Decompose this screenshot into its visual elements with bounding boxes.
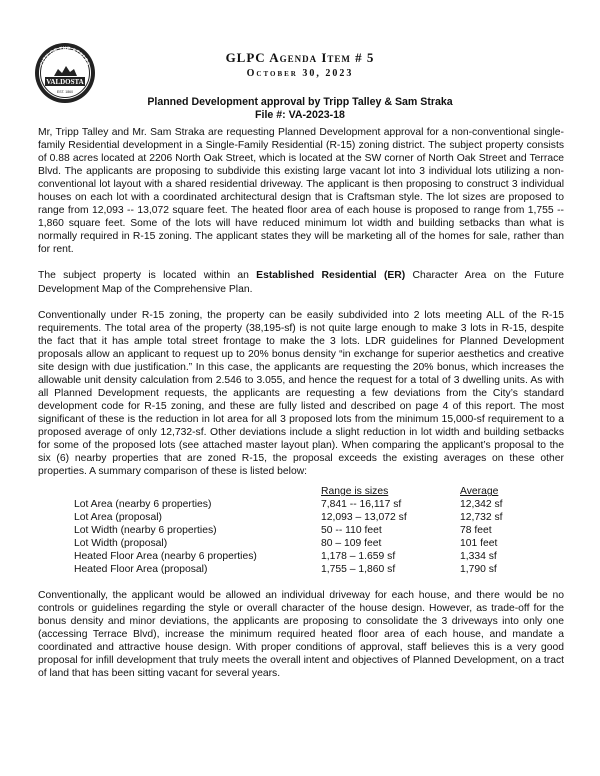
title-line: Planned Development approval by Tripp Talley & Sam Straka (147, 96, 453, 108)
table-row (74, 498, 540, 511)
paragraph-conclusion: Conventionally, the applicant would be allowed an individual driveway for each house, and there would be no controls or guidelines regarding the style or overall character of the house design. However, as trade-off for the bonus density and minor deviations, the applicants are proposing to consolidate the 3 driveways into only one (accessing Terrace Blvd), increase the minimum required heated floor area of each house, and mandate a coordinated and attractive house design. With proper conditions of approval, staff believes this is a very good proposal for infill development that truly meets the overall intent and objectives of Planned Development, on a tract of land that has been sitting vacant for several years. (38, 589, 564, 679)
summary-comparison-table (74, 485, 540, 576)
table-cell: 12,732 sf (460, 512, 503, 524)
table-cell: 7,841 -- 16,117 sf (321, 499, 402, 511)
column-header: Average (460, 486, 499, 498)
bold-term: Established Residential (ER) (256, 270, 406, 282)
paragraph-request: Mr, Tripp Talley and Mr. Sam Straka are requesting Planned Development approval for a non-conventional single-family Residential development in a Single-Family Residential (R-15) zoning district. The subject property consists of 0.88 acres located at 2206 North Oak Street, which is located at the SW corner of North Oak Street and Terrace Blvd. The applicants are proposing to subdivide this existing large vacant lot into 3 individual lots utilizing a non-conventional lot layout with a shared residential driveway. The applicant is then proposing to construct 3 individual houses on each lot with a coordinated architectural design that is Craftsman style. The lot sizes are proposed to range from 12,093 -- 13,072 square feet. The heated floor area of each house is proposed to range from 1,755 -- 1,860 square feet. Some of the lots will have reduced minimum lot width and building setbacks than what is normally required in R-15 zoning. The applicant states they will be marketing all of the homes for sale, rather than for rent. (38, 127, 564, 256)
table-cell: Heated Floor Area (nearby 6 properties) (74, 551, 257, 563)
document-body (38, 126, 564, 693)
table-cell: 1,755 – 1,860 sf (321, 564, 396, 576)
table-cell: 12,342 sf (460, 499, 503, 511)
seal-ring-text: CITY OF THE AZALEA (39, 45, 91, 67)
paragraph-density: Conventionally under R-15 zoning, the property can be easily subdivided into 2 lots meeting ALL of the R-15 requirements. The total area of the property (38,195-sf) is not quite large enough to make 3 lots in R-15, despite the fact that it has ample total street frontage to make the 3 lots. LDR guidelines for Planned Development proposals allow an applicant to request up to 20% bonus density “in exchange for superior aesthetics and creative site design with due justification.” In this case, the applicants are requesting the 20% bonus, which increases the allowable unit density calculation from 2.546 to 3.055, and hence the request for a total of 3 dwelling units. As with all Planned Development requests, the applicants are requesting a few deviations from the City’s standard development code for R-15 zoning, and these are fully listed and described on page 4 of this report. The most significant of these is the reduction in lot area for all 3 proposed lots from the minimum 15,000-sf requirement to a proposed average of only 12,732-sf. Other deviations include a slight reduction in lot width and building setbacks for some of the proposed lots (see attached master layout plan). When comparing the applicant’s proposal to the six (6) nearby properties that are zoned R-15, the proposal exceeds the existing averages on these other properties. A summary comparison of these is listed below: (38, 309, 564, 478)
table-row (74, 563, 540, 576)
table-cell: 80 – 109 feet (321, 538, 382, 550)
table-cell: Lot Width (proposal) (74, 538, 168, 550)
table-row (74, 524, 540, 537)
text-span: The subject property is located within an (38, 270, 257, 282)
table-cell: 12,093 – 13,072 sf (321, 512, 407, 524)
file-number: File #: VA-2023-18 (255, 109, 345, 121)
table-cell: 50 -- 110 feet (321, 525, 382, 537)
agenda-date: October 30, 2023 (246, 68, 354, 79)
column-header (74, 485, 321, 498)
document-title (0, 96, 600, 122)
table-cell: 1,790 sf (460, 564, 497, 576)
column-header: Range is sizes (321, 486, 389, 498)
seal-sub-text: EST. 1860 (56, 90, 74, 94)
table-cell: Lot Area (proposal) (74, 512, 162, 524)
table-cell: 78 feet (460, 525, 492, 537)
text-span: Character Area on the Future Development Map of the Comprehensive Plan. (38, 270, 564, 295)
table-row (74, 550, 540, 563)
paragraph-character-area (38, 269, 564, 295)
table-row (74, 537, 540, 550)
table-cell: 1,334 sf (460, 551, 497, 563)
table-cell: Lot Area (nearby 6 properties) (74, 499, 212, 511)
table-cell: 1,178 – 1.659 sf (321, 551, 396, 563)
agenda-header (0, 50, 600, 79)
table-cell: Lot Width (nearby 6 properties) (74, 525, 217, 537)
table-row (74, 511, 540, 524)
seal-center-text: VALDOSTA (46, 78, 84, 87)
agenda-item-title: GLPC Agenda Item # 5 (225, 50, 375, 65)
table-cell: 101 feet (460, 538, 498, 550)
table-cell: Heated Floor Area (proposal) (74, 564, 208, 576)
table-header-row (74, 485, 540, 498)
